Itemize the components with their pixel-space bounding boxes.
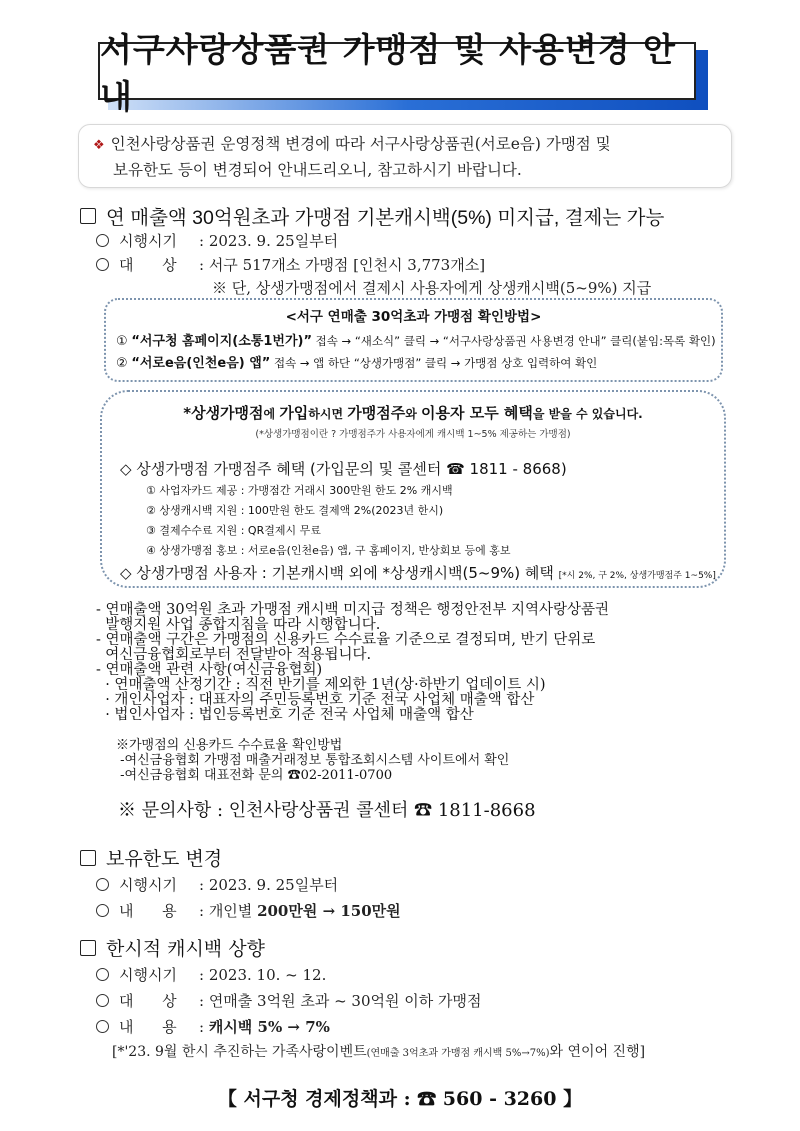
- fee-check-line: -여신금융협회 대표전화 문의 ☎02-2011-0700: [116, 768, 393, 783]
- row-label: 내 용: [119, 902, 177, 920]
- row-value: :: [199, 1018, 209, 1036]
- page-title: 서구사랑상품권 가맹점 및 사용변경 안내: [98, 42, 696, 100]
- row-label: 대 상: [119, 256, 177, 274]
- notice-line-1: [93, 132, 719, 158]
- note-line: · 법인사업자 : 법인등록번호 기준 전국 사업체 매출액 합산: [96, 707, 474, 723]
- circle-bullet-icon: [96, 234, 109, 247]
- section-heading-limit: [80, 844, 222, 871]
- circle-bullet-icon: [96, 968, 109, 981]
- contact-footer: 【 서구청 경제정책과 : ☎ 560 - 3260 】: [217, 1088, 583, 1110]
- step-lead: “서로e음(인천e음) 앱”: [131, 356, 271, 371]
- benefit-box: [100, 390, 726, 588]
- headline-part: 하시면: [308, 407, 348, 421]
- checkbox-square-icon: [80, 208, 96, 224]
- owner-benefit-item: ① 사업자카드 제공 : 가맹점간 거래시 300만원 한도 2% 캐시백: [146, 484, 453, 497]
- headline-part: 와: [405, 407, 422, 421]
- section-heading-text: 한시적 캐시백 상향: [106, 938, 265, 960]
- inquiry-callcenter: ※ 문의사항 : 인천사랑상품권 콜센터 ☎ 1811-8668: [118, 800, 536, 821]
- section-heading-cashback: [80, 202, 664, 230]
- info-row-period: [96, 874, 338, 895]
- row-label: 대 상: [119, 992, 177, 1010]
- row-label: 시행시기: [119, 232, 177, 250]
- note-line: - 연매출액 30억원 초과 가맹점 캐시백 미지급 정책은 행정안전부 지역사랑상품권: [96, 602, 610, 618]
- info-row-period: [96, 230, 338, 251]
- benefit-subnote: (*상생가맹점이란 ? 가맹점주가 사용자에게 캐시백 1~5% 제공하는 가맹점): [255, 429, 571, 440]
- notice-line-2: 보유한도 등이 변경되어 안내드리오니, 참고하시기 바랍니다.: [113, 161, 522, 179]
- circle-bullet-icon: [96, 258, 109, 271]
- row-value-bold: 캐시백 5% → 7%: [208, 1018, 330, 1036]
- event-note-detail: (연매출 3억초과 가맹점 캐시백 5%→7%): [366, 1048, 550, 1059]
- notice-text-1: 인천사랑상품권 운영정책 변경에 따라 서구사랑상품권(서로e음) 가맹점 및: [110, 135, 611, 153]
- owner-benefit-heading: ◇ 상생가맹점 가맹점주 혜택 (가입문의 및 콜센터 ☎ 1811 - 8668): [120, 460, 567, 478]
- step-text: 접속 → “새소식” 클릭 → “서구사랑상품권 사용변경 안내” 클릭(붙임:목록 확인): [312, 334, 716, 348]
- row-value-bold: 200만원 → 150만원: [257, 902, 401, 920]
- check-method-box: [104, 298, 723, 382]
- footnote-shared-cashback: ※ 단, 상생가맹점에서 결제시 사용자에게 상생캐시백(5~9%) 지급: [212, 279, 652, 297]
- note-line: 발행지원 사업 종합지침을 따라 시행합니다.: [96, 617, 381, 633]
- step-number: ②: [116, 356, 128, 371]
- check-method-title: <서구 연매출 30억초과 가맹점 확인방법>: [285, 309, 542, 325]
- headline-part: 을 받을 수 있습니다.: [532, 407, 643, 421]
- headline-part: 이용자 모두 혜택: [421, 404, 533, 422]
- owner-benefit-item: ④ 상생가맹점 홍보 : 서로e음(인천e음) 앱, 구 홈페이지, 반상회보 등에 홍보: [146, 544, 511, 557]
- headline-part: 가맹점주: [347, 404, 406, 422]
- row-label: 내 용: [119, 1018, 177, 1036]
- event-note-part: [*'23. 9월 한시 추진하는 가족사랑이벤트: [112, 1044, 367, 1060]
- row-label: 시행시기: [119, 876, 177, 894]
- note-line: · 연매출액 산정기간 : 직전 반기를 제외한 1년(상·하반기 업데이트 시): [96, 677, 546, 693]
- user-benefit-heading: [120, 562, 716, 583]
- owner-benefit-item: ② 상생캐시백 지원 : 100만원 한도 결제액 2%(2023년 한시): [146, 504, 444, 517]
- fee-check-line: -여신금융협회 가맹점 매출거래정보 통합조회시스템 사이트에서 확인: [116, 753, 510, 768]
- row-value: : 개인별: [199, 902, 258, 920]
- circle-bullet-icon: [96, 994, 109, 1007]
- note-line: · 개인사업자 : 대표자의 주민등록번호 기준 전국 사업체 매출액 합산: [96, 692, 535, 708]
- step-lead: “서구청 홈페이지(소통1번가)”: [131, 334, 312, 349]
- info-row-target: [96, 990, 482, 1011]
- diamond-bullet-icon: ❖: [93, 138, 105, 153]
- check-step-1: [116, 330, 716, 349]
- intro-notice: [78, 124, 732, 188]
- info-row-period: [96, 964, 326, 985]
- step-text: 접속 → 앱 하단 “상생가맹점” 클릭 → 가맹점 상호 입력하여 확인: [270, 356, 598, 370]
- user-benefit-note: [*시 2%, 구 2%, 상생가맹점주 1~5%]: [558, 571, 716, 581]
- row-value: : 2023. 9. 25일부터: [199, 232, 339, 250]
- section-heading-text: 연 매출액 30억원초과 가맹점 기본캐시백(5%) 미지급, 결제는 가능: [106, 207, 665, 229]
- circle-bullet-icon: [96, 878, 109, 891]
- check-step-2: [116, 352, 597, 371]
- owner-benefit-item: ③ 결제수수료 지원 : QR결제시 무료: [146, 524, 321, 537]
- note-line: 여신금융협회로부터 전달받아 적용됩니다.: [96, 647, 372, 663]
- headline-part: 가입: [279, 404, 309, 422]
- info-row-content: [96, 1016, 330, 1037]
- note-line: - 연매출액 관련 사항(여신금융협회): [96, 662, 323, 678]
- headline-part: 에: [263, 407, 280, 421]
- circle-bullet-icon: [96, 904, 109, 917]
- benefit-headline: [102, 402, 724, 423]
- row-value: : 2023. 10. ~ 12.: [199, 966, 327, 984]
- checkbox-square-icon: [80, 850, 96, 866]
- user-benefit-text: ◇ 상생가맹점 사용자 : 기본캐시백 외에 *상생캐시백(5~9%) 혜택: [120, 564, 554, 582]
- event-note-part: 와 연이어 진행]: [549, 1044, 646, 1060]
- info-row-target: [96, 254, 485, 275]
- section-heading-temp-cashback: [80, 934, 265, 961]
- note-line: - 연매출액 구간은 가맹점의 신용카드 수수료율 기준으로 결정되며, 반기 단위로: [96, 632, 596, 648]
- info-row-content: [96, 900, 401, 921]
- row-label: 시행시기: [119, 966, 177, 984]
- row-value: : 서구 517개소 가맹점 [인천시 3,773개소]: [199, 256, 486, 274]
- row-value: : 연매출 3억원 초과 ~ 30억원 이하 가맹점: [199, 992, 482, 1010]
- circle-bullet-icon: [96, 1020, 109, 1033]
- fee-check-title: ※가맹점의 신용카드 수수료율 확인방법: [116, 738, 343, 753]
- checkbox-square-icon: [80, 940, 96, 956]
- headline-part: *상생가맹점: [183, 404, 264, 422]
- step-number: ①: [116, 334, 128, 349]
- section-heading-text: 보유한도 변경: [106, 848, 223, 870]
- row-value: : 2023. 9. 25일부터: [199, 876, 339, 894]
- event-note: [112, 1041, 645, 1061]
